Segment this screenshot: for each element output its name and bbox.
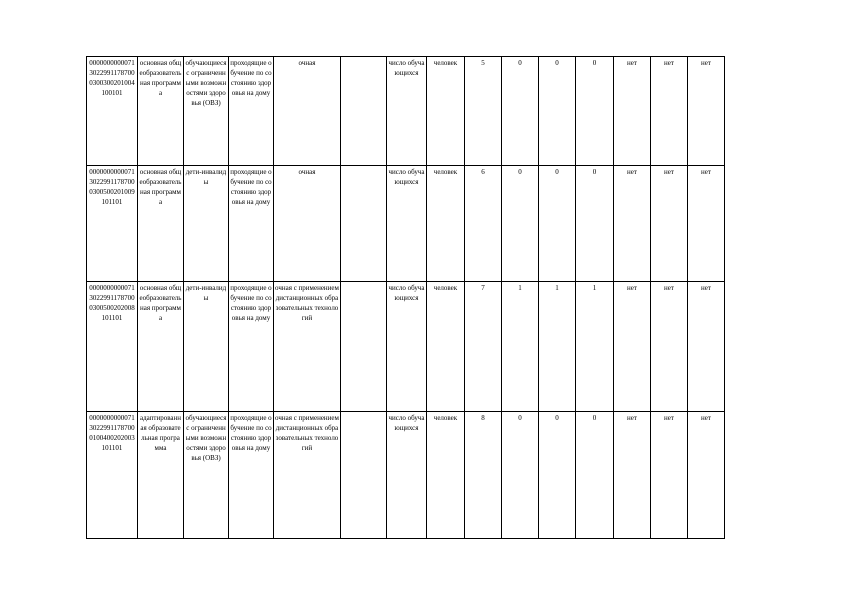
value-cell: 5	[465, 57, 502, 166]
value-cell: 0	[539, 412, 576, 539]
form-cell: очная	[274, 166, 341, 282]
flag-cell: нет	[688, 412, 725, 539]
program-cell: основная общеобразовательная программа	[138, 57, 184, 166]
value-cell: 0	[576, 412, 614, 539]
form-cell: очная	[274, 57, 341, 166]
program-cell: основная общеобразовательная программа	[138, 282, 184, 412]
indicator-cell: число обучающихся	[387, 57, 427, 166]
table-row	[87, 166, 725, 282]
indicator-cell: число обучающихся	[387, 166, 427, 282]
place-cell: проходящие обучение по состоянию здоровья на дому	[229, 166, 274, 282]
indicator-cell: число обучающихся	[387, 412, 427, 539]
registry-code-cell: 000000000007130229911787000100400202003101101	[87, 412, 138, 539]
empty-cell	[341, 412, 387, 539]
flag-cell: нет	[651, 57, 688, 166]
indicator-cell: число обучающихся	[387, 282, 427, 412]
document-page	[86, 56, 725, 539]
empty-cell	[341, 57, 387, 166]
value-cell: 0	[539, 57, 576, 166]
category-cell: обучающиеся с ограниченными возможностями здоровья (ОВЗ)	[184, 412, 229, 539]
category-cell: обучающиеся с ограниченными возможностями здоровья (ОВЗ)	[184, 57, 229, 166]
flag-cell: нет	[651, 282, 688, 412]
flag-cell: нет	[688, 166, 725, 282]
empty-cell	[341, 166, 387, 282]
value-cell: 1	[502, 282, 539, 412]
table-row	[87, 57, 725, 166]
value-cell: 0	[576, 166, 614, 282]
value-cell: 6	[465, 166, 502, 282]
value-cell: 0	[576, 57, 614, 166]
value-cell: 0	[502, 166, 539, 282]
category-cell: дети-инвалиды	[184, 282, 229, 412]
value-cell: 1	[576, 282, 614, 412]
value-cell: 1	[539, 282, 576, 412]
registry-code-cell: 000000000007130229911787000300500201009101101	[87, 166, 138, 282]
place-cell: проходящие обучение по состоянию здоровья на дому	[229, 412, 274, 539]
empty-cell	[341, 282, 387, 412]
flag-cell: нет	[688, 57, 725, 166]
table-row	[87, 282, 725, 412]
unit-cell: человек	[427, 412, 465, 539]
place-cell: проходящие обучение по состоянию здоровья на дому	[229, 282, 274, 412]
form-cell: очная с применением дистанционных образовательных технологий	[274, 282, 341, 412]
registry-code-cell: 000000000007130229911787000300300201004100101	[87, 57, 138, 166]
unit-cell: человек	[427, 57, 465, 166]
unit-cell: человек	[427, 166, 465, 282]
flag-cell: нет	[614, 166, 651, 282]
value-cell: 8	[465, 412, 502, 539]
flag-cell: нет	[614, 282, 651, 412]
flag-cell: нет	[651, 412, 688, 539]
value-cell: 0	[539, 166, 576, 282]
value-cell: 7	[465, 282, 502, 412]
unit-cell: человек	[427, 282, 465, 412]
flag-cell: нет	[614, 412, 651, 539]
table-row	[87, 412, 725, 539]
services-table	[86, 56, 725, 539]
program-cell: адаптированная образовательная программа	[138, 412, 184, 539]
program-cell: основная общеобразовательная программа	[138, 166, 184, 282]
category-cell: дети-инвалиды	[184, 166, 229, 282]
flag-cell: нет	[688, 282, 725, 412]
value-cell: 0	[502, 412, 539, 539]
form-cell: очная с применением дистанционных образовательных технологий	[274, 412, 341, 539]
registry-code-cell: 000000000007130229911787000300500202008101101	[87, 282, 138, 412]
value-cell: 0	[502, 57, 539, 166]
place-cell: проходящие обучение по состоянию здоровья на дому	[229, 57, 274, 166]
flag-cell: нет	[651, 166, 688, 282]
flag-cell: нет	[614, 57, 651, 166]
